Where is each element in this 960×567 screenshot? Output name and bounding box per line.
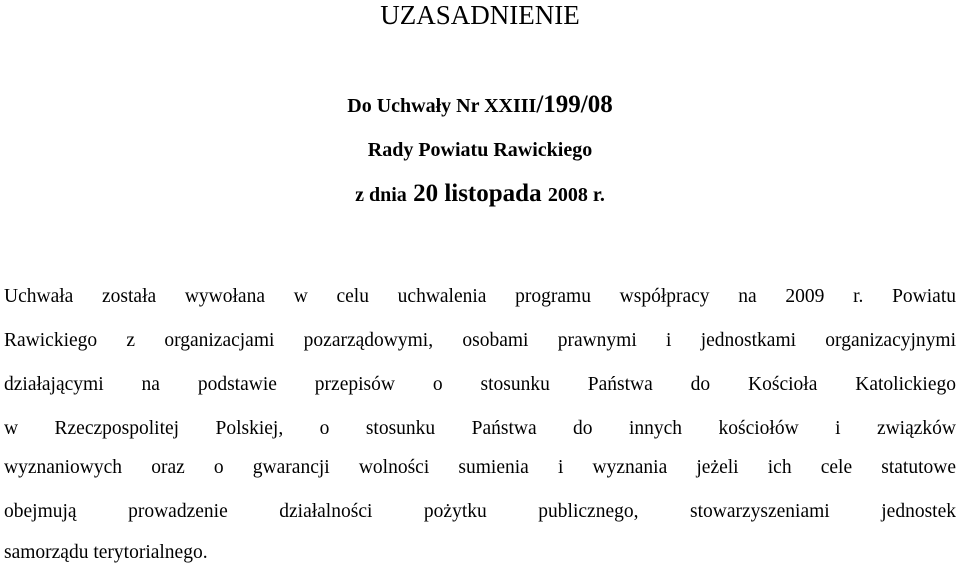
body-line: działającymi na podstawie przepisów o stosunku Państwa do Kościoła Katolickiego [4, 374, 956, 395]
body-line: samorządu terytorialnego. [4, 542, 208, 563]
council-name-line: Rady Powiatu Rawickiego [367, 139, 593, 161]
resolution-number-line [0, 93, 960, 118]
resolution-prefix: Do Uchwały Nr XXIII [347, 95, 537, 117]
document-title: UZASADNIENIE [380, 0, 580, 30]
resolution-number: /199/08 [536, 91, 613, 118]
date-prefix: z dnia [355, 184, 407, 206]
date-year: 2008 r. [547, 184, 605, 206]
body-line: w Rzeczpospolitej Polskiej, o stosunku Państwa do innych kościołów i związków [4, 418, 956, 439]
body-line: wyznaniowych oraz o gwarancji wolności sumienia i wyznania jeżeli ich cele statutowe [4, 457, 956, 478]
body-line: obejmują prowadzenie działalności pożytku publicznego, stowarzyszeniami jednostek [4, 501, 956, 522]
date-day-month: 20 listopada [406, 180, 548, 207]
body-line: Uchwała została wywołana w celu uchwalenia programu współpracy na 2009 r. Powiatu [4, 286, 956, 307]
body-line: Rawickiego z organizacjami pozarządowymi, osobami prawnymi i jednostkami organizacyjnymi [4, 330, 956, 351]
resolution-date-line [0, 182, 960, 207]
